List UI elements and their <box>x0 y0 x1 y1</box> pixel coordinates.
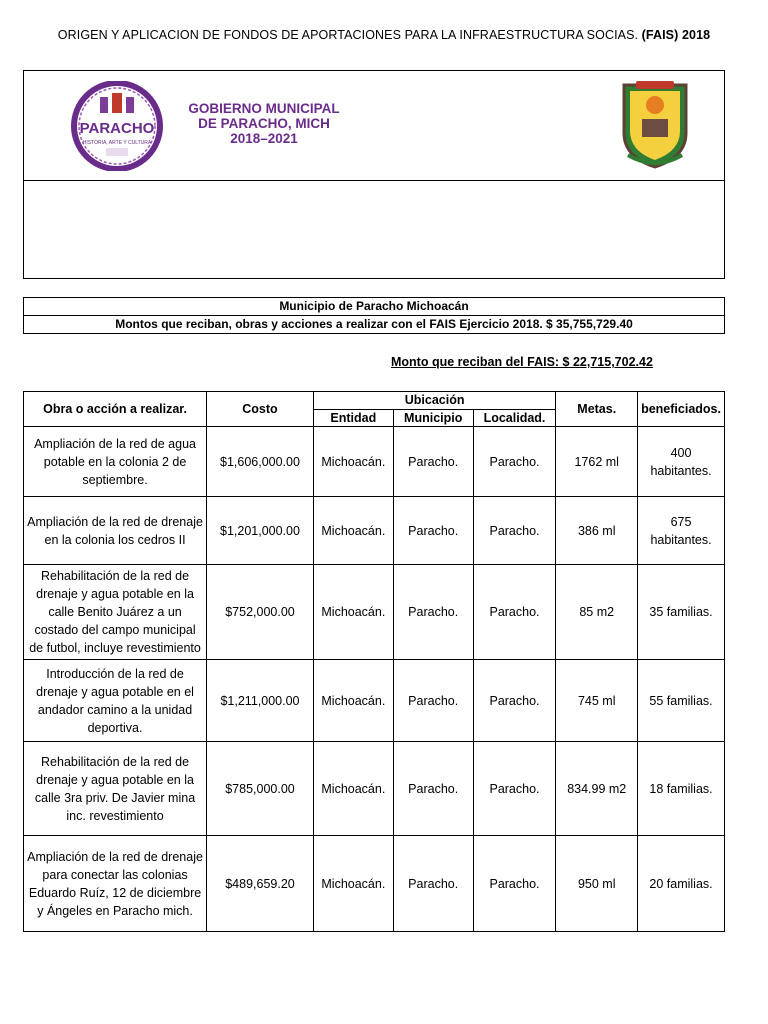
header-logos <box>24 71 724 181</box>
cell-localidad: Paracho. <box>473 742 556 836</box>
table-row <box>24 497 725 565</box>
cell-metas: 834.99 m2 <box>556 742 638 836</box>
monto-fais: Monto que reciban del FAIS: $ 22,715,702.42 <box>391 355 653 369</box>
title-fais: (FAIS) <box>641 28 679 42</box>
cell-entidad: Michoacán. <box>313 565 393 660</box>
cell-beneficiados: 400 habitantes. <box>638 427 725 497</box>
header-beneficiados: beneficiados. <box>638 392 725 427</box>
works-table <box>23 391 725 932</box>
gov-line-1: GOBIERNO MUNICIPAL <box>188 101 340 116</box>
gov-line-3: 2018–2021 <box>230 131 298 146</box>
table-row <box>24 427 725 497</box>
cell-metas: 950 ml <box>556 836 638 932</box>
table-row <box>24 565 725 660</box>
coat-of-arms-icon <box>616 75 694 171</box>
gov-line-2: DE PARACHO, MICH <box>198 116 330 131</box>
cell-beneficiados: 675 habitantes. <box>638 497 725 565</box>
cell-beneficiados: 55 familias. <box>638 660 725 742</box>
cell-beneficiados: 35 familias. <box>638 565 725 660</box>
header-metas: Metas. <box>556 392 638 427</box>
cell-costo: $489,659.20 <box>207 836 314 932</box>
cell-entidad: Michoacán. <box>313 497 393 565</box>
header-municipio: Municipio <box>393 409 473 427</box>
info-municipio: Municipio de Paracho Michoacán <box>279 299 469 313</box>
cell-costo: $752,000.00 <box>207 565 314 660</box>
cell-municipio: Paracho. <box>393 742 473 836</box>
cell-municipio: Paracho. <box>393 836 473 932</box>
cell-obra: Ampliación de la red de drenaje para conectar las colonias Eduardo Ruíz, 12 de diciembre y Ángeles en Paracho mich. <box>24 836 207 932</box>
info-box <box>23 297 725 334</box>
title-year: 2018 <box>681 28 711 42</box>
cell-obra: Rehabilitación de la red de drenaje y agua potable en la calle Benito Juárez a un costado del campo municipal de futbol, incluye revestimiento <box>24 565 207 660</box>
header-localidad: Localidad. <box>473 409 556 427</box>
cell-obra: Introducción de la red de drenaje y agua potable en el andador camino a la unidad deportiva. <box>24 660 207 742</box>
cell-municipio: Paracho. <box>393 497 473 565</box>
cell-localidad: Paracho. <box>473 660 556 742</box>
table-row <box>24 742 725 836</box>
document-title <box>0 28 768 42</box>
cell-municipio: Paracho. <box>393 660 473 742</box>
cell-costo: $785,000.00 <box>207 742 314 836</box>
paracho-logo-icon <box>68 81 166 171</box>
logo-left-text: PARACHO <box>79 120 155 137</box>
title-text: ORIGEN Y APLICACION DE FONDOS DE APORTACIONES PARA LA INFRAESTRUCTURA SOCIAS. <box>57 28 639 42</box>
cell-localidad: Paracho. <box>473 497 556 565</box>
logo-left-sub: HISTORIA, ARTE Y CULTURA <box>82 140 152 146</box>
cell-metas: 1762 ml <box>556 427 638 497</box>
cell-metas: 85 m2 <box>556 565 638 660</box>
cell-entidad: Michoacán. <box>313 660 393 742</box>
cell-metas: 386 ml <box>556 497 638 565</box>
government-name <box>174 101 354 146</box>
cell-beneficiados: 20 familias. <box>638 836 725 932</box>
cell-metas: 745 ml <box>556 660 638 742</box>
cell-municipio: Paracho. <box>393 565 473 660</box>
cell-entidad: Michoacán. <box>313 742 393 836</box>
header-box <box>23 70 725 279</box>
info-montos: Montos que reciban, obras y acciones a realizar con el FAIS Ejercicio 2018. $ 35,755,729.40 <box>24 315 724 333</box>
table-row <box>24 836 725 932</box>
cell-obra: Rehabilitación de la red de drenaje y agua potable en la calle 3ra priv. De Javier mina inc. revestimiento <box>24 742 207 836</box>
cell-costo: $1,201,000.00 <box>207 497 314 565</box>
header-costo: Costo <box>207 392 314 427</box>
cell-costo: $1,211,000.00 <box>207 660 314 742</box>
cell-localidad: Paracho. <box>473 836 556 932</box>
cell-entidad: Michoacán. <box>313 836 393 932</box>
header-ubicacion: Ubicación <box>313 392 556 410</box>
cell-costo: $1,606,000.00 <box>207 427 314 497</box>
cell-entidad: Michoacán. <box>313 427 393 497</box>
header-obra: Obra o acción a realizar. <box>24 392 207 427</box>
header-entidad: Entidad <box>313 409 393 427</box>
cell-obra: Ampliación de la red de agua potable en la colonia 2 de septiembre. <box>24 427 207 497</box>
cell-obra: Ampliación de la red de drenaje en la colonia los cedros II <box>24 497 207 565</box>
cell-beneficiados: 18 familias. <box>638 742 725 836</box>
cell-municipio: Paracho. <box>393 427 473 497</box>
cell-localidad: Paracho. <box>473 427 556 497</box>
cell-localidad: Paracho. <box>473 565 556 660</box>
table-row <box>24 660 725 742</box>
